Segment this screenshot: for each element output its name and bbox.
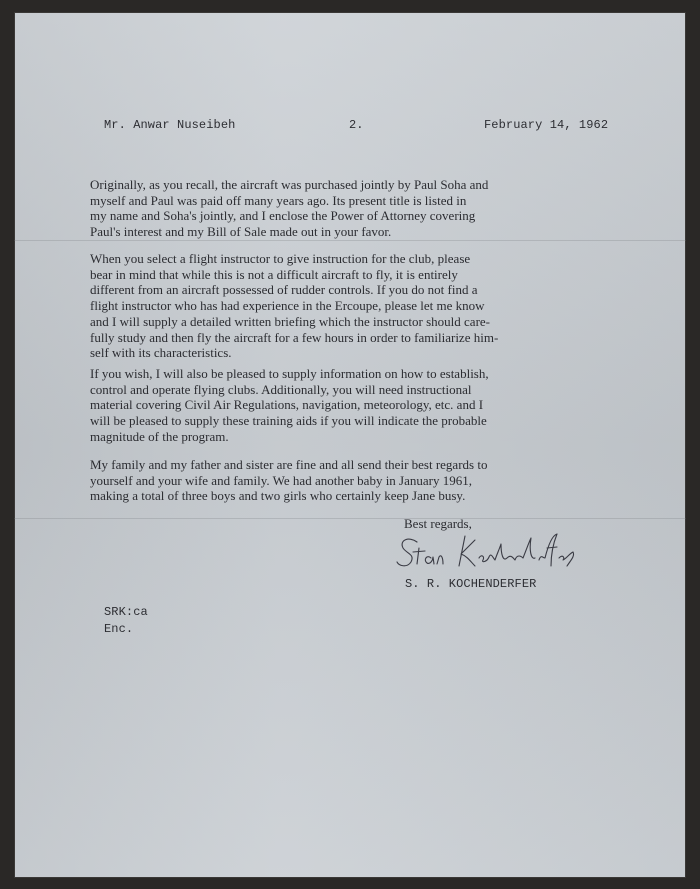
closing-salutation: Best regards,: [404, 516, 472, 531]
text-line: and I will supply a detailed written briefing which the instructor should care-: [90, 313, 490, 329]
text-line: my name and Soha's jointly, and I enclose the Power of Attorney covering: [90, 208, 476, 224]
text-line: yourself and your wife and family. We had another baby in January 1961,: [90, 472, 472, 488]
text-line: bear in mind that while this is not a difficult aircraft to fly, it is entirely: [90, 266, 458, 282]
paragraph-title-history: [90, 177, 610, 240]
text-line: myself and Paul was paid off many years ago. Its present title is listed in: [90, 192, 467, 208]
paragraph-flight-instructor: [90, 251, 610, 361]
page-number: 2.: [349, 118, 364, 132]
letter-date: February 14, 1962: [484, 118, 609, 132]
text-line: control and operate flying clubs. Additionally, you will need instructional: [90, 381, 472, 397]
signer-name: S. R. KOCHENDERFER: [405, 577, 537, 591]
text-line: My family and my father and sister are fine and all send their best regards to: [90, 457, 488, 472]
text-line: Originally, as you recall, the aircraft was purchased jointly by Paul Soha and: [90, 177, 489, 192]
paper-crease: [14, 240, 686, 241]
text-line: making a total of three boys and two girls who certainly keep Jane busy.: [90, 488, 466, 504]
text-line: will be pleased to supply these training aids if you will indicate the probable: [90, 413, 487, 429]
text-line: fully study and then fly the aircraft for a few hours in order to familiarize him-: [90, 329, 499, 345]
text-line: If you wish, I will also be pleased to supply information on how to establish,: [90, 366, 489, 381]
enclosure-note: Enc.: [104, 622, 134, 636]
text-line: magnitude of the program.: [90, 428, 229, 444]
text-line: different from an aircraft possessed of rudder controls. If you do not find a: [90, 282, 478, 298]
recipient-name: Mr. Anwar Nuseibeh: [104, 118, 236, 132]
text-line: When you select a flight instructor to give instruction for the club, please: [90, 251, 471, 266]
text-line: flight instructor who has had experience in the Ercoupe, please let me know: [90, 298, 485, 314]
text-line: self with its characteristics.: [90, 345, 232, 361]
paragraph-flying-clubs: [90, 366, 610, 445]
handwritten-signature: [395, 524, 585, 576]
typist-initials: SRK:ca: [104, 605, 148, 619]
paper-crease: [14, 518, 686, 519]
letter-page: [14, 12, 686, 878]
text-line: material covering Civil Air Regulations, navigation, meteorology, etc. and I: [90, 397, 484, 413]
text-line: Paul's interest and my Bill of Sale made out in your favor.: [90, 224, 392, 240]
paragraph-family: [90, 457, 610, 504]
